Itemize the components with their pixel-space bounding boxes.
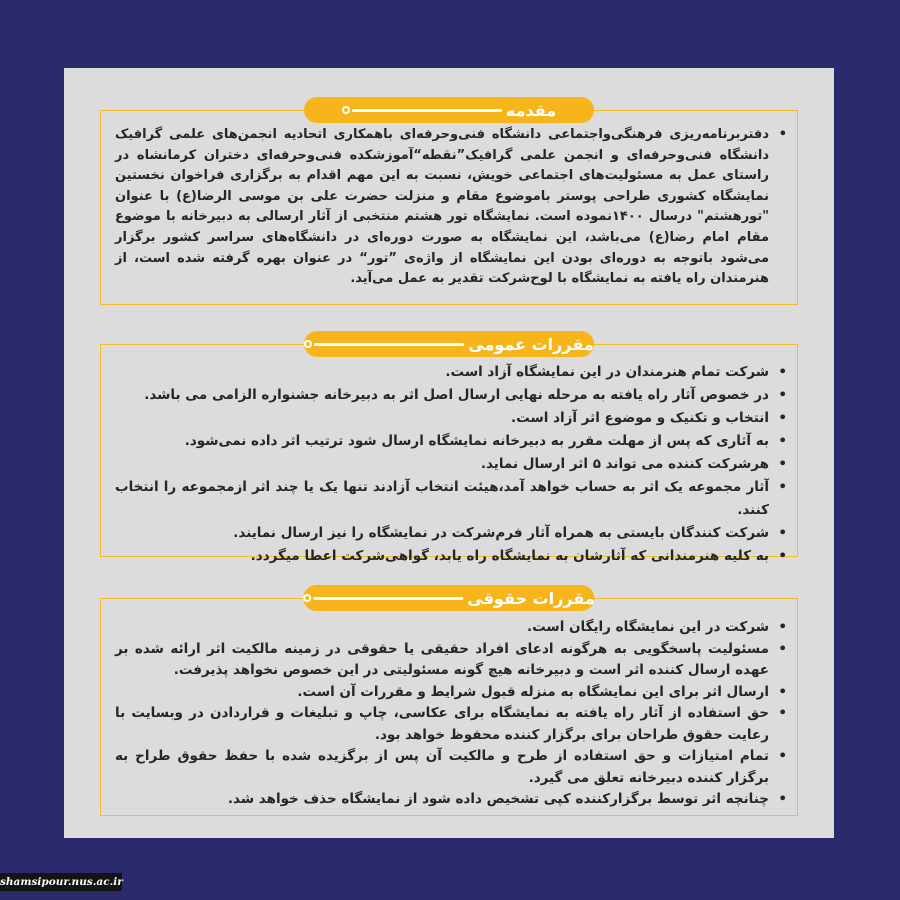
list-item: • چنانچه اثر توسط برگزارکننده کپی تشخیص داده شود از نمایشگاه حذف خواهد شد. [115,789,769,811]
list-item: • به آثاری که پس از مهلت مقرر به دبیرخانه نمایشگاه ارسال شود ترتیب اثر داده نمی‌شود. [115,430,769,453]
section-title-pill [304,331,594,357]
content-panel [64,68,834,838]
list-item: • مسئولیت پاسخگویی به هرگونه ادعای افراد حقیقی یا حقوقی در زمینه مالکیت اثر ارائه شده بر عهده ارسال کننده اثر است و دبیرخانه هیچ گونه مسئولیتی در این خصوص نخواهد پذیرفت. [115,639,769,682]
section-title: مقدمه [505,100,557,120]
section-title: مقررات حقوقی [467,588,595,608]
title-flourish [352,109,502,112]
title-flourish [314,343,464,346]
general-rules-list [101,345,797,568]
list-item: • دفتربرنامه‌ریزی فرهنگی‌واجتماعی دانشگاه فنی‌وحرفه‌ای باهمکاری اتحادیه انجمن‌های علمی گرافیک دانشگاه فنی‌وحرفه‌ای و انجمن علمی گرافیک”نقطه“آموزشکده فنی‌وحرفه‌ای دختران کرمانشاه در راستای عمل به مسئولیت‌های اجتماعی خویش، نسبت به این مهم اقدام به برگزاری فراخوان نخستین نمایشگاه کشوری طراحی پوستر باموضوع مقام و منزلت حضرت علی بن موسی الرضا(ع) با عنوان "تورهشتم" درسال ۱۴۰۰نموده است. نمایشگاه تور هشتم منتخبی از آثار ارسالی به دبیرخانه با موضوع مقام امام رضا(ع) می‌باشد، این نمایشگاه به صورت دوره‌ای در دانشگاه‌های سراسر کشور برگزار می‌شود باتوجه به دوره‌ای بودن این نمایشگاه از واژه‌ی ”تور“ در عنوان بهره گرفته شده است، از هنرمندان راه یافته به نمایشگاه با لوح‌شرکت تقدیر به عمل می‌آید. [115,125,769,290]
list-item: • در خصوص آثار راه یافته به مرحله نهایی ارسال اصل اثر به دبیرخانه جشنواره الزامی می باشد. [115,384,769,407]
site-url-badge[interactable]: shamsipour.nus.ac.ir [0,873,122,891]
section-intro [100,100,798,305]
section-title-pill [303,585,594,611]
list-item: • انتخاب و تکنیک و موضوع اثر آزاد است. [115,407,769,430]
section-title-pill [304,97,594,123]
list-item: • تمام امتیازات و حق استفاده از طرح و مالکیت آن پس از برگزیده شده با حفظ حقوق طراح به برگزار کننده دبیرخانه تعلق می گیرد. [115,746,769,789]
list-item: • به کلیه هنرمندانی که آثارشان به نمایشگاه راه یابد، گواهی‌شرکت اعطا میگردد. [115,545,769,568]
section-general-rules [100,334,798,564]
section-legal-rules [100,588,798,816]
intro-list [101,111,797,290]
title-flourish-end [304,340,312,348]
list-item: • آثار مجموعه یک اثر به حساب خواهد آمد،هیئت انتخاب آزادند تنها یک یا چند اثر ازمجموعه را انتخاب کنند. [115,476,769,522]
list-item: • هرشرکت کننده می تواند ۵ اثر ارسال نماید. [115,453,769,476]
list-item: • حق استفاده از آثار راه یافته به نمایشگاه برای عکاسی، چاپ و تبلیغات و قراردادن در وبسایت با رعایت حقوق طراحان برای برگزار کننده محفوظ خواهد بود. [115,703,769,746]
title-flourish-end [303,594,311,602]
section-title: مقررات عمومی [468,334,594,354]
legal-rules-list [101,599,797,811]
list-item: • شرکت تمام هنرمندان در این نمایشگاه آزاد است. [115,361,769,384]
list-item: • ارسال اثر برای این نمایشگاه به منزله قبول شرایط و مقررات آن است. [115,682,769,704]
title-flourish [313,597,463,600]
list-item: • شرکت کنندگان بایستی به همراه آثار فرم‌شرکت در نمایشگاه را نیز ارسال نمایند. [115,522,769,545]
list-item: • شرکت در این نمایشگاه رایگان است. [115,617,769,639]
title-flourish-end [342,106,350,114]
